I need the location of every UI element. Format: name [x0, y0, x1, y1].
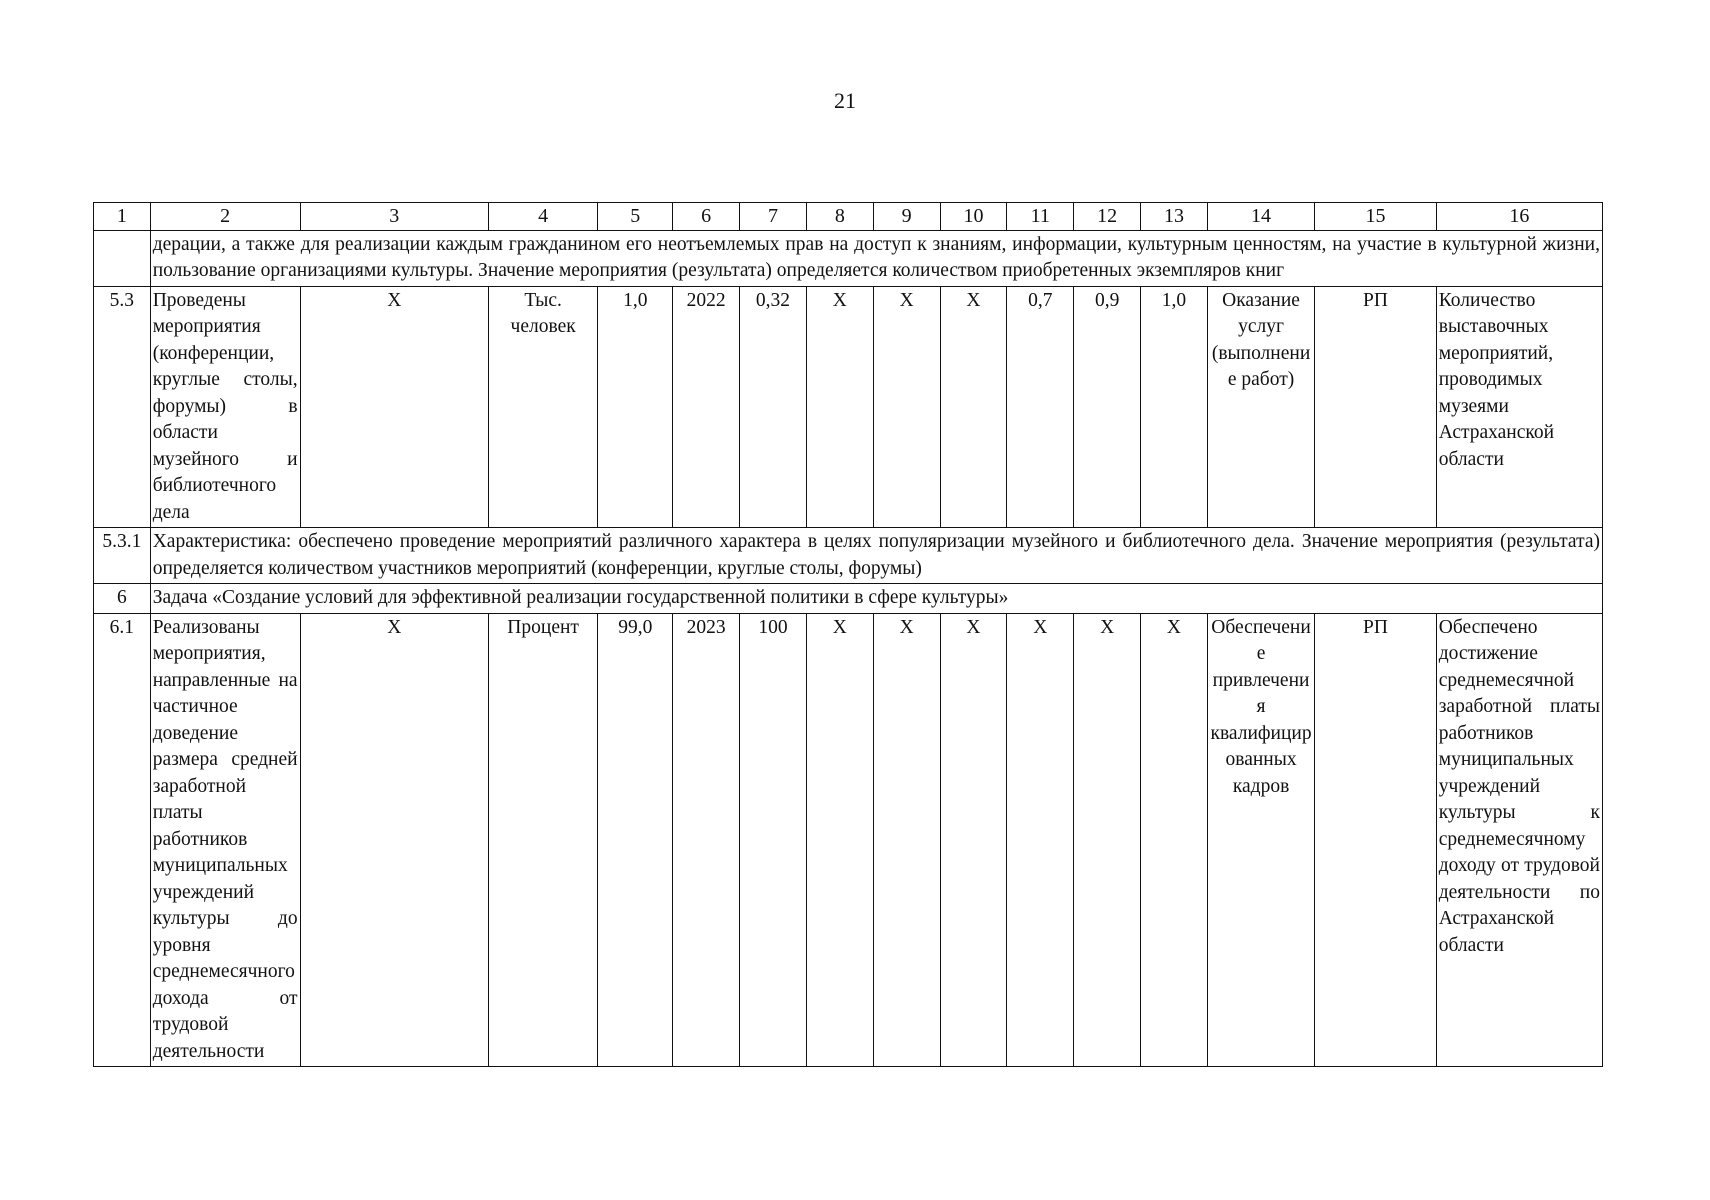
row-number: [94, 230, 151, 286]
cell-col-9: Х: [873, 286, 940, 528]
row-number: 6.1: [94, 613, 151, 1067]
cell-col-8: Х: [806, 613, 873, 1067]
continuation-text: дерации, а также для реализации каждым гражданином его неотъемлемых прав на доступ к знаниям, информации, культурным ценностям, на участие в культурной жизни, пользование организациями культуры. Значение мероприятия (результата) определяется количеством приобретенных экземпляров книг: [150, 230, 1602, 286]
row-number: 5.3.1: [94, 528, 151, 584]
cell-col-12: Х: [1074, 613, 1141, 1067]
page-number: 21: [834, 88, 856, 113]
header-cell: 1: [94, 203, 151, 231]
indicators-table: [93, 202, 1603, 1067]
cell-col-14: Оказание услуг (выполнение работ): [1207, 286, 1314, 528]
cell-col-15: РП: [1315, 613, 1437, 1067]
table-row-6: [94, 584, 1603, 614]
header-cell: 9: [873, 203, 940, 231]
cell-col-13: Х: [1141, 613, 1208, 1067]
characteristic-text: Характеристика: обеспечено проведение мероприятий различного характера в целях популяризации музейного и библиотечного дела. Значение мероприятия (результата) определяется количеством участников мероприятий (конференции, круглые столы, форумы): [150, 528, 1602, 584]
header-cell: 14: [1207, 203, 1314, 231]
cell-col-3: Х: [300, 613, 488, 1067]
header-cell: 2: [150, 203, 300, 231]
header-cell: 16: [1436, 203, 1602, 231]
row-number: 5.3: [94, 286, 151, 528]
cell-col-5: 1,0: [598, 286, 673, 528]
unit-cell: Процент: [488, 613, 597, 1067]
cell-col-10: Х: [940, 613, 1007, 1067]
cell-col-7: 100: [740, 613, 807, 1067]
cell-col-6: 2023: [673, 613, 740, 1067]
table-header-row: [94, 203, 1603, 231]
cell-col-6: 2022: [673, 286, 740, 528]
cell-col-16: Обеспечено достижение среднемесячной заработной платы работников муниципальных учреждений культуры к среднемесячному доходу от трудовой деятельности по Астраханской области: [1436, 613, 1602, 1067]
row-number: 6: [94, 584, 151, 614]
cell-col-12: 0,9: [1074, 286, 1141, 528]
header-cell: 10: [940, 203, 1007, 231]
result-name: Проведены мероприятия (конференции, круглые столы, форумы) в области музейного и библиотечного дела: [150, 286, 300, 528]
table-row-continuation: [94, 230, 1603, 286]
result-name: Реализованы мероприятия, направленные на частичное доведение размера средней заработной платы работников муниципальных учреждений культуры до уровня среднемесячного дохода от трудовой деятельности: [150, 613, 300, 1067]
cell-col-8: Х: [806, 286, 873, 528]
header-cell: 15: [1315, 203, 1437, 231]
cell-col-3: Х: [300, 286, 488, 528]
table-row-5-3-1: [94, 528, 1603, 584]
cell-col-5: 99,0: [598, 613, 673, 1067]
header-cell: 6: [673, 203, 740, 231]
header-cell: 13: [1141, 203, 1208, 231]
cell-col-14: Обеспечение привлечения квалифицированных кадров: [1207, 613, 1314, 1067]
header-cell: 7: [740, 203, 807, 231]
header-cell: 3: [300, 203, 488, 231]
cell-col-15: РП: [1315, 286, 1437, 528]
cell-col-10: Х: [940, 286, 1007, 528]
unit-cell: Тыс. человек: [488, 286, 597, 528]
task-text: Задача «Создание условий для эффективной реализации государственной политики в сфере культуры»: [150, 584, 1602, 614]
cell-col-16: Количество выставочных мероприятий, проводимых музеями Астраханской области: [1436, 286, 1602, 528]
table-row-5-3: [94, 286, 1603, 528]
cell-col-7: 0,32: [740, 286, 807, 528]
cell-col-9: Х: [873, 613, 940, 1067]
cell-col-11: Х: [1007, 613, 1074, 1067]
header-cell: 5: [598, 203, 673, 231]
cell-col-11: 0,7: [1007, 286, 1074, 528]
header-cell: 4: [488, 203, 597, 231]
header-cell: 12: [1074, 203, 1141, 231]
cell-col-13: 1,0: [1141, 286, 1208, 528]
header-cell: 11: [1007, 203, 1074, 231]
header-cell: 8: [806, 203, 873, 231]
table-row-6-1: [94, 613, 1603, 1067]
